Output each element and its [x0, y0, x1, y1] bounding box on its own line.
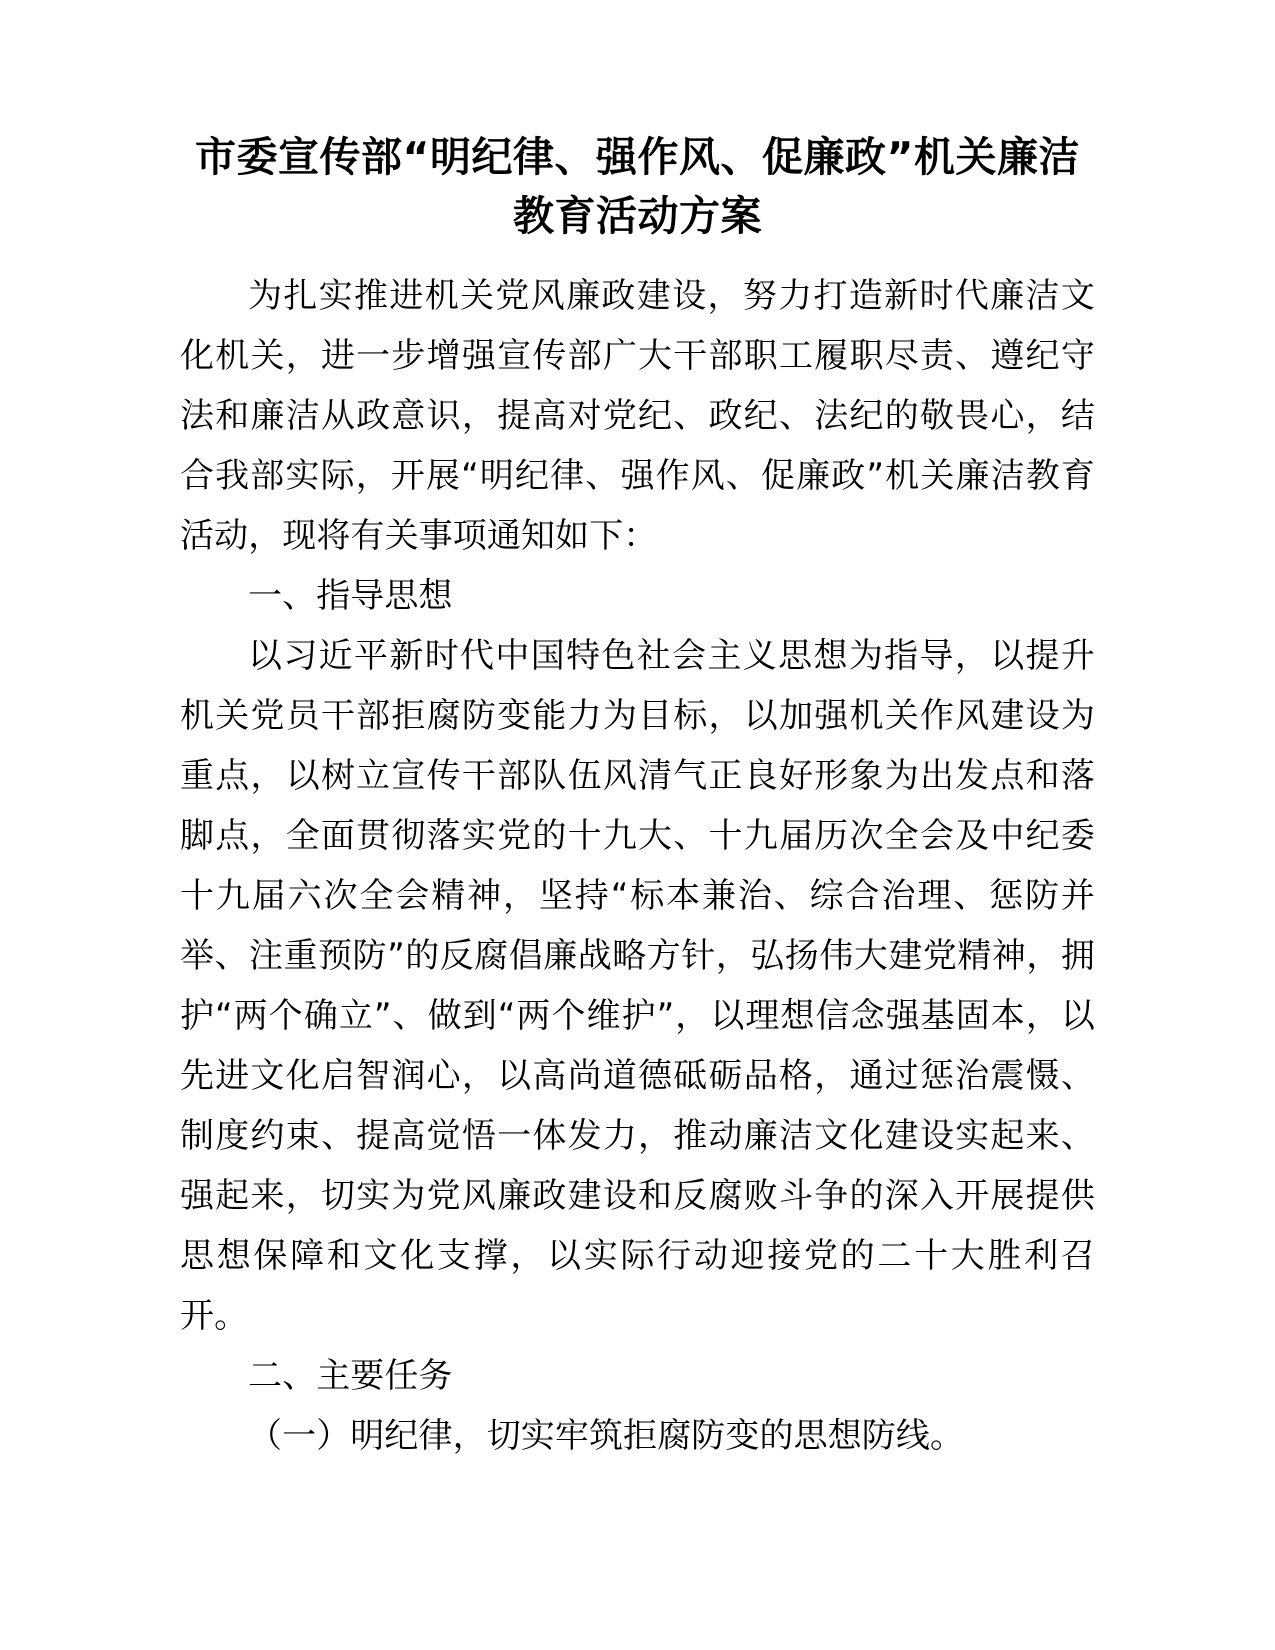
section-one-body-paragraph: 以习近平新时代中国特色社会主义思想为指导，以提升机关党员干部拒腐防变能力为目标，以加强机关作风建设为重点，以树立宣传干部队伍风清气正良好形象为出发点和落脚点，全面贯彻落实党的十九大、十九届历次全会及中纪委十九届六次全会精神，坚持“标本兼治、综合治理、惩防并举、注重预防”的反腐倡廉战略方针，弘扬伟大建党精神，拥护“两个确立”、做到“两个维护”，以理想信念强基固本，以先进文化启智润心，以高尚道德砥砺品格，通过惩治震慑、制度约束、提高觉悟一体发力，推动廉洁文化建设实起来、强起来，切实为党风廉政建设和反腐败斗争的深入开展提供思想保障和文化支撑，以实际行动迎接党的二十大胜利召开。: [180, 636, 1095, 1337]
section-heading-two: 二、主要任务: [248, 1356, 453, 1397]
page-title: 市委宣传部“明纪律、强作风、促廉政”机关廉洁教育活动方案: [195, 133, 1080, 241]
section-heading-one: 一、指导思想: [248, 576, 453, 617]
intro-paragraph: 为扎实推进机关党风廉政建设，努力打造新时代廉洁文化机关，进一步增强宣传部广大干部职工履职尽责、遵纪守法和廉洁从政意识，提高对党纪、政纪、法纪的敬畏心，结合我部实际，开展“明纪律、强作风、促廉政”机关廉洁教育活动，现将有关事项通知如下：: [180, 276, 1095, 557]
document-content: [180, 128, 1095, 1466]
section-two-item-one: （一）明纪律，切实牢筑拒腐防变的思想防线。: [248, 1416, 965, 1457]
